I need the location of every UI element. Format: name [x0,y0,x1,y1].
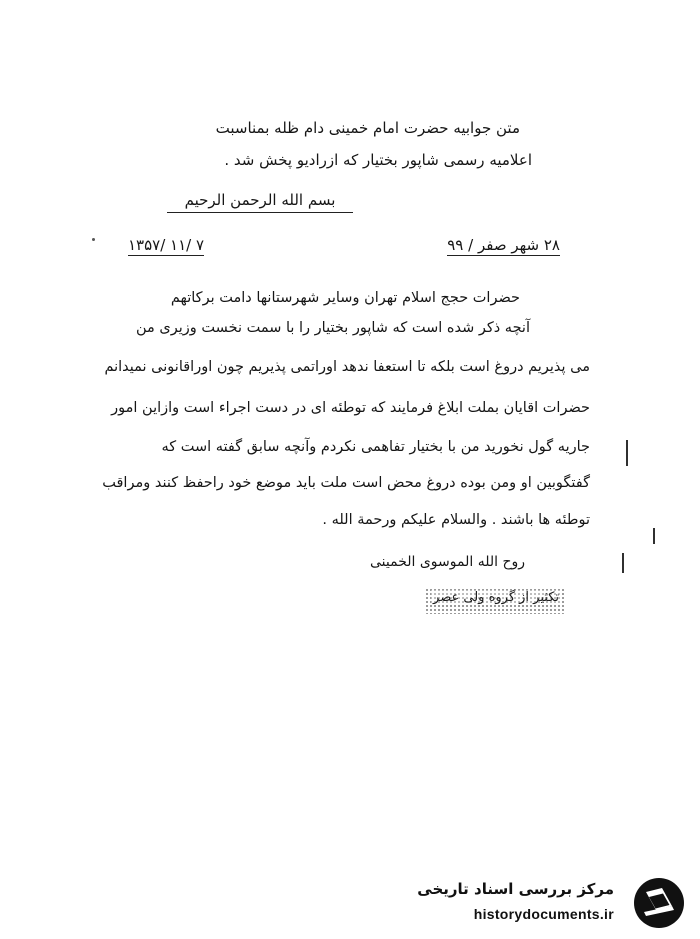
margin-dot [92,238,95,241]
watermark-title: مرکز بررسی اسناد تاریخی [417,880,614,898]
margin-mark [626,440,628,466]
archive-logo-icon [632,876,686,930]
body-line: آنچه ذکر شده است که شاپور بختیار را با سمت نخست وزیری من [136,320,530,336]
body-line: جاریه گول نخورید من با بختیار تفاهمی نکردم وآنچه سابق گفته است که [161,439,590,455]
body-line: گفتگوبین او ومن بوده دروغ محض است ملت باید موضع خود راحفظ کنند ومراقب [102,475,590,491]
bismillah-line [0,190,520,213]
body-line: حضرات اقایان بملت ابلاغ فرمایند که توطئه ای در دست اجراء است وازاین امور [111,400,590,416]
date-hijri-text: ۲۸ شهر صفر / ۹۹ [447,236,560,254]
watermark [392,876,692,932]
watermark-url: historydocuments.ir [473,906,614,922]
signature: روح الله الموسوی الخمینی [369,554,525,570]
heading-line-2: اعلامیه رسمی شاپور بختیار که ازرادیو پخش شد . [224,151,532,169]
stamp-text: تکثیر از گروه ولی عصر [433,590,559,605]
distribution-stamp [425,588,565,614]
date-hijri [447,235,560,255]
body-line: توطئه ها باشند . والسلام علیکم ورحمة الله . [322,512,590,528]
bismillah-text: بسم الله الرحمن الرحیم [167,190,354,213]
margin-mark [622,553,624,573]
date-shamsi-text: ۱۳۵۷/ ۱۱/ ۷ [128,236,205,254]
heading-line-1: متن جوابیه حضرت امام خمینی دام ظله بمناسبت [215,119,520,137]
date-shamsi [128,235,204,255]
body-line: حضرات حجج اسلام تهران وسایر شهرستانها دامت برکاتهم [170,290,520,306]
body-line: می پذیریم دروغ است بلکه تا استعفا ندهد اوراتمی پذیریم چون اوراقانونی نمیدانم [104,359,590,375]
margin-mark [653,528,655,544]
